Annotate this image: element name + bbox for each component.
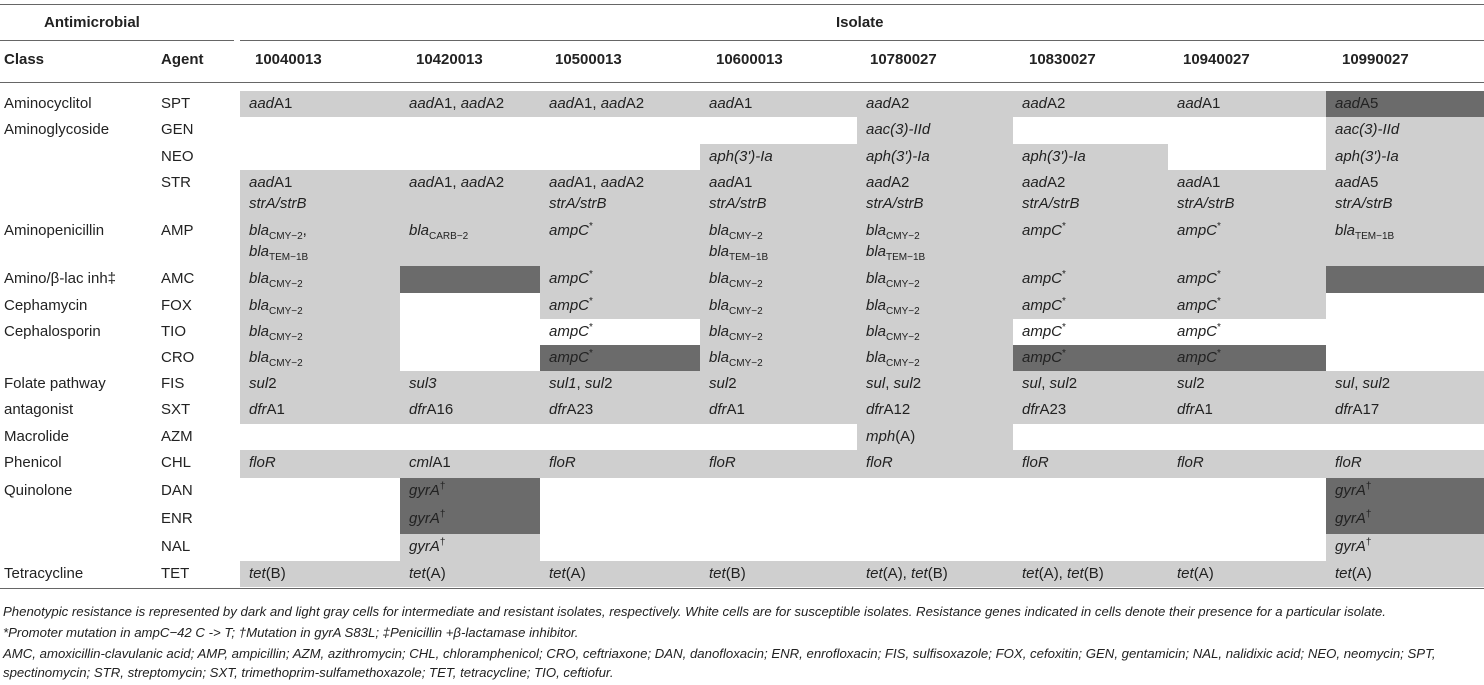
table-cell — [1013, 218, 1168, 266]
col-header-isolate: 10830027 — [1029, 51, 1096, 68]
cell-gene-text: dfrA12 — [866, 401, 911, 418]
cell-gene-text: aac(3)-IId — [866, 121, 931, 138]
table-cell — [540, 266, 700, 293]
cell-gene-text: strA/strB — [249, 195, 307, 212]
table-cell — [857, 561, 1013, 587]
table-cell — [1013, 266, 1168, 293]
cell-gene-text: dfrA1 — [249, 401, 285, 418]
cell-gene-text: aph(3')-Ia — [866, 148, 930, 165]
table-cell — [1013, 534, 1168, 561]
table-cell — [1326, 424, 1484, 450]
table-cell — [1326, 91, 1484, 117]
cell-gene-text: strA/strB — [1177, 195, 1235, 212]
table-cell — [700, 371, 857, 397]
table-cell — [540, 371, 700, 397]
table-cell — [700, 117, 857, 144]
cell-gene-text: bla$_{CMY-2}$ — [709, 349, 763, 369]
cell-gene-text: sul2 — [249, 375, 277, 392]
table-cell — [1168, 218, 1326, 266]
table-cell — [240, 345, 400, 371]
cell-gene-text: ampC* — [1022, 348, 1066, 366]
table-cell — [700, 319, 857, 345]
row-agent-label: TET — [161, 565, 190, 582]
cell-gene-text: floR — [549, 454, 576, 471]
cell-gene-text: aadA2 — [1022, 174, 1066, 191]
cell-gene-text: dfrA16 — [409, 401, 454, 418]
cell-gene-text: aph(3')-Ia — [709, 148, 773, 165]
table-cell — [1013, 345, 1168, 371]
cell-gene-text: bla$_{TEM-1B}$ — [866, 243, 926, 263]
cell-gene-text: strA/strB — [866, 195, 924, 212]
col-header-class: Class — [4, 51, 45, 68]
cell-gene-text: gyrA† — [409, 481, 446, 499]
cell-gene-text: gyrA† — [1335, 537, 1372, 555]
cell-gene-text: strA/strB — [549, 195, 607, 212]
row-agent-label: ENR — [161, 510, 193, 527]
table-cell — [240, 534, 400, 561]
cell-gene-text: tet(B) — [709, 565, 746, 582]
table-cell — [400, 319, 540, 345]
row-class-label: Aminoglycoside — [4, 121, 110, 138]
table-cell — [540, 424, 700, 450]
table-cell — [400, 478, 540, 506]
row-agent-label: NAL — [161, 538, 191, 555]
table-cell — [400, 293, 540, 319]
row-agent-label: NEO — [161, 148, 194, 165]
cell-gene-text: dfrA1 — [1177, 401, 1213, 418]
table-cell — [857, 345, 1013, 371]
header-rule-right — [240, 40, 1484, 41]
table-cell — [400, 144, 540, 170]
table-cell — [700, 293, 857, 319]
cell-gene-text: aadA1 — [1177, 174, 1221, 191]
cell-gene-text: tet(A) — [409, 565, 446, 582]
header-rule-left — [0, 40, 234, 41]
table-cell — [700, 478, 857, 506]
table-cell — [400, 561, 540, 587]
cell-gene-text: aadA2 — [866, 95, 910, 112]
table-cell — [1168, 424, 1326, 450]
row-agent-label: SPT — [161, 95, 191, 112]
row-class-label: Amino/β-lac inh‡ — [4, 270, 117, 287]
table-cell — [857, 478, 1013, 506]
col-header-isolate: 10940027 — [1183, 51, 1250, 68]
table-cell — [1013, 170, 1168, 218]
col-header-isolate: 10600013 — [716, 51, 783, 68]
table-cell — [1013, 506, 1168, 534]
table-cell — [857, 534, 1013, 561]
table-cell — [857, 424, 1013, 450]
table-cell — [1168, 450, 1326, 478]
row-agent-label: FIS — [161, 375, 185, 392]
table-cell — [700, 397, 857, 424]
row-agent-label: DAN — [161, 482, 193, 499]
table-cell — [240, 371, 400, 397]
cell-gene-text: ampC* — [549, 269, 593, 287]
table-cell — [400, 218, 540, 266]
table-cell — [240, 561, 400, 587]
cell-gene-text: aadA1, aadA2 — [409, 95, 505, 112]
table-cell — [1326, 506, 1484, 534]
cell-gene-text: aadA1 — [709, 95, 753, 112]
cell-gene-text: floR — [1335, 454, 1362, 471]
cell-gene-text: ampC* — [1022, 322, 1066, 340]
row-class-label: Folate pathway — [4, 375, 106, 392]
cell-gene-text: bla$_{CARB-2}$ — [409, 222, 469, 242]
col-header-agent: Agent — [161, 51, 204, 68]
table-cell — [857, 397, 1013, 424]
table-cell — [1013, 319, 1168, 345]
table-cell — [540, 450, 700, 478]
row-class-label: Cephamycin — [4, 297, 88, 314]
row-class-label: antagonist — [4, 401, 74, 418]
table-cell — [240, 266, 400, 293]
cell-gene-text: floR — [1022, 454, 1049, 471]
cell-gene-text: dfrA23 — [1022, 401, 1067, 418]
table-cell — [1168, 478, 1326, 506]
table-cell — [540, 345, 700, 371]
table-cell — [1013, 478, 1168, 506]
cell-gene-text: dfrA23 — [549, 401, 594, 418]
table-cell — [540, 170, 700, 218]
row-agent-label: STR — [161, 174, 191, 191]
table-cell — [700, 144, 857, 170]
table-cell — [857, 506, 1013, 534]
table-cell — [1326, 534, 1484, 561]
table-cell — [1168, 561, 1326, 587]
table-cell — [400, 266, 540, 293]
cell-gene-text: bla$_{TEM-1B}$ — [249, 243, 309, 263]
cell-gene-text: bla$_{CMY-2}$ — [709, 297, 763, 317]
cell-gene-text: bla$_{CMY-2}$ — [249, 349, 303, 369]
row-class-label: Aminopenicillin — [4, 222, 105, 239]
table-cell — [1013, 117, 1168, 144]
table-cell — [540, 117, 700, 144]
cell-gene-text: bla$_{CMY-2}$, — [249, 222, 307, 242]
cell-gene-text: floR — [1177, 454, 1204, 471]
table-cell — [540, 218, 700, 266]
table-cell — [857, 91, 1013, 117]
table-cell — [240, 506, 400, 534]
table-cell — [1013, 561, 1168, 587]
cell-gene-text: sul2 — [709, 375, 737, 392]
cell-gene-text: sul, sul2 — [1335, 375, 1391, 392]
row-agent-label: SXT — [161, 401, 191, 418]
table-cell — [540, 561, 700, 587]
table-cell — [1168, 266, 1326, 293]
table-cell — [400, 170, 540, 218]
table-cell — [1326, 117, 1484, 144]
cell-gene-text: bla$_{CMY-2}$ — [249, 270, 303, 290]
cell-gene-text: tet(A), tet(B) — [866, 565, 948, 582]
row-class-label: Phenicol — [4, 454, 62, 471]
col-header-isolate: 10040013 — [255, 51, 322, 68]
cell-gene-text: gyrA† — [1335, 481, 1372, 499]
table-cell — [540, 91, 700, 117]
table-cell — [1168, 506, 1326, 534]
table-cell — [700, 91, 857, 117]
table-cell — [700, 450, 857, 478]
table-cell — [400, 397, 540, 424]
cell-gene-text: bla$_{CMY-2}$ — [249, 297, 303, 317]
table-cell — [240, 91, 400, 117]
cell-gene-text: aadA5 — [1335, 174, 1379, 191]
cell-gene-text: dfrA17 — [1335, 401, 1380, 418]
cell-gene-text: gyrA† — [409, 537, 446, 555]
table-cell — [1168, 293, 1326, 319]
column-header-rule — [0, 82, 1484, 83]
table-cell — [1326, 144, 1484, 170]
cell-gene-text: sul2 — [1177, 375, 1205, 392]
row-agent-label: TIO — [161, 323, 186, 340]
table-cell — [400, 371, 540, 397]
table-cell — [857, 144, 1013, 170]
cell-gene-text: bla$_{CMY-2}$ — [866, 349, 920, 369]
table-cell — [240, 424, 400, 450]
cell-gene-text: ampC* — [1177, 348, 1221, 366]
table-cell — [1013, 397, 1168, 424]
table-cell — [400, 117, 540, 144]
table-cell — [700, 266, 857, 293]
table-cell — [540, 478, 700, 506]
table-cell — [1326, 371, 1484, 397]
cell-gene-text: bla$_{CMY-2}$ — [249, 323, 303, 343]
cell-gene-text: floR — [249, 454, 276, 471]
table-cell — [240, 478, 400, 506]
table-cell — [1326, 293, 1484, 319]
cell-gene-text: tet(A) — [1335, 565, 1372, 582]
table-cell — [240, 293, 400, 319]
row-class-label: Macrolide — [4, 428, 70, 445]
row-agent-label: CHL — [161, 454, 192, 471]
cell-gene-text: tet(B) — [249, 565, 286, 582]
cell-gene-text: bla$_{CMY-2}$ — [709, 222, 763, 242]
table-cell — [1013, 91, 1168, 117]
cell-gene-text: aac(3)-IId — [1335, 121, 1400, 138]
cell-gene-text: sul, sul2 — [1022, 375, 1078, 392]
table-cell — [400, 345, 540, 371]
cell-gene-text: ampC* — [1022, 221, 1066, 239]
table-cell — [857, 450, 1013, 478]
cell-gene-text: gyrA† — [1335, 509, 1372, 527]
table-cell — [1168, 117, 1326, 144]
cell-gene-text: aadA1 — [1177, 95, 1221, 112]
cell-gene-text: ampC* — [1022, 296, 1066, 314]
cell-gene-text: ampC* — [549, 348, 593, 366]
table-cell — [400, 450, 540, 478]
row-class-label: Aminocyclitol — [4, 95, 92, 112]
cell-gene-text: bla$_{CMY-2}$ — [709, 270, 763, 290]
cell-gene-text: floR — [709, 454, 736, 471]
table-cell — [1013, 293, 1168, 319]
table-cell — [1326, 450, 1484, 478]
cell-gene-text: aadA2 — [866, 174, 910, 191]
table-cell — [700, 424, 857, 450]
row-agent-label: AZM — [161, 428, 193, 445]
table-cell — [700, 561, 857, 587]
cell-gene-text: strA/strB — [1022, 195, 1080, 212]
table-cell — [240, 144, 400, 170]
table-cell — [700, 345, 857, 371]
cell-gene-text: gyrA† — [409, 509, 446, 527]
bottom-rule — [0, 588, 1484, 589]
table-cell — [240, 170, 400, 218]
cell-gene-text: aadA1 — [249, 95, 293, 112]
cell-gene-text: tet(A) — [549, 565, 586, 582]
col-header-isolate: 10780027 — [870, 51, 937, 68]
cell-gene-text: sul, sul2 — [866, 375, 922, 392]
cell-gene-text: aadA1 — [249, 174, 293, 191]
table-cell — [240, 450, 400, 478]
cell-gene-text: aph(3')-Ia — [1335, 148, 1399, 165]
cell-gene-text: ampC* — [1177, 221, 1221, 239]
cell-gene-text: aadA1, aadA2 — [549, 95, 645, 112]
table-cell — [1326, 397, 1484, 424]
cell-gene-text: aadA2 — [1022, 95, 1066, 112]
cell-gene-text: ampC* — [549, 296, 593, 314]
cell-gene-text: strA/strB — [1335, 195, 1393, 212]
row-class-label: Tetracycline — [4, 565, 84, 582]
footnote-abbreviations: AMC, amoxicillin-clavulanic acid; AMP, ampicillin; AZM, azithromycin; CHL, chloramphenicol; CRO, ceftriaxone; DAN, danofloxacin; ENR, enrofloxacin; FIS, sulfisoxazole; FOX, cefoxitin; GEN, gentamicin; NAL, nalidixic acid; NEO, neomycin; SPT, spectinomycin; STR, streptomycin; SXT, trimethoprim-sulfamethoxazole; TET, tetracycline; TIO, ceftiofur. — [3, 646, 1436, 680]
table-cell — [700, 534, 857, 561]
table-cell — [1326, 266, 1484, 293]
table-cell — [240, 117, 400, 144]
table-cell — [1168, 371, 1326, 397]
cell-gene-text: tet(A), tet(B) — [1022, 565, 1104, 582]
row-agent-label: CRO — [161, 349, 195, 366]
table-cell — [857, 293, 1013, 319]
table-cell — [400, 424, 540, 450]
cell-gene-text: aadA1, aadA2 — [549, 174, 645, 191]
row-class-label: Quinolone — [4, 482, 73, 499]
cell-gene-text: bla$_{CMY-2}$ — [709, 323, 763, 343]
footnote-symbols-text: *Promoter mutation in ampC−42 C -> T; †Mutation in gyrA S83L; ‡Penicillin +β-lactamase inhibitor. — [3, 625, 579, 640]
table-cell — [857, 218, 1013, 266]
cell-gene-text: ampC* — [1177, 296, 1221, 314]
table-cell — [240, 218, 400, 266]
table-cell — [540, 293, 700, 319]
cell-gene-text: bla$_{TEM-1B}$ — [709, 243, 769, 263]
table-cell — [540, 534, 700, 561]
cell-gene-text: ampC* — [549, 322, 593, 340]
footnote-symbols — [3, 624, 1481, 643]
table-cell — [1013, 424, 1168, 450]
cell-gene-text: ampC* — [1177, 322, 1221, 340]
row-agent-label: FOX — [161, 297, 192, 314]
header-antimicrobial: Antimicrobial — [44, 14, 140, 31]
cell-gene-text: aph(3')-Ia — [1022, 148, 1086, 165]
cell-gene-text: ampC* — [549, 221, 593, 239]
table-cell — [1326, 561, 1484, 587]
cell-gene-text: sul1, sul2 — [549, 375, 613, 392]
table-cell — [1013, 450, 1168, 478]
table-cell — [540, 319, 700, 345]
cell-gene-text: tet(A) — [1177, 565, 1214, 582]
table-cell — [540, 397, 700, 424]
row-agent-label: AMP — [161, 222, 194, 239]
col-header-isolate: 10990027 — [1342, 51, 1409, 68]
cell-gene-text: mph(A) — [866, 428, 916, 445]
cell-gene-text: aadA1, aadA2 — [409, 174, 505, 191]
table-cell — [1326, 478, 1484, 506]
cell-gene-text: aadA1 — [709, 174, 753, 191]
table-cell — [857, 170, 1013, 218]
table-cell — [400, 534, 540, 561]
table-cell — [400, 506, 540, 534]
footnote-legend: Phenotypic resistance is represented by dark and light gray cells for intermediate and resistant isolates, respectively. White cells are for susceptible isolates. Resistance genes indicated in cells denote their presence for a particular isolate. — [3, 604, 1386, 619]
table-cell — [400, 91, 540, 117]
table-cell — [240, 397, 400, 424]
cell-gene-text: ampC* — [1177, 269, 1221, 287]
table-cell — [857, 266, 1013, 293]
cell-gene-text: sul3 — [409, 375, 437, 392]
top-rule — [0, 4, 1484, 5]
table-cell — [540, 144, 700, 170]
table-cell — [1326, 319, 1484, 345]
table-cell — [1168, 144, 1326, 170]
table-cell — [857, 117, 1013, 144]
table-cell — [1168, 91, 1326, 117]
cell-gene-text: strA/strB — [709, 195, 767, 212]
table-cell — [540, 506, 700, 534]
table-cell — [240, 319, 400, 345]
cell-gene-text: dfrA1 — [709, 401, 745, 418]
cell-gene-text: bla$_{CMY-2}$ — [866, 222, 920, 242]
table-cell — [1013, 371, 1168, 397]
table-cell — [700, 170, 857, 218]
table-cell — [1168, 319, 1326, 345]
col-header-isolate: 10420013 — [416, 51, 483, 68]
cell-gene-text: bla$_{CMY-2}$ — [866, 297, 920, 317]
row-class-label: Cephalosporin — [4, 323, 101, 340]
table-cell — [1326, 170, 1484, 218]
cell-gene-text: aadA5 — [1335, 95, 1379, 112]
table-cell — [1013, 144, 1168, 170]
table-cell — [1168, 345, 1326, 371]
table-cell — [857, 371, 1013, 397]
table-cell — [857, 319, 1013, 345]
table-cell — [1326, 218, 1484, 266]
cell-gene-text: ampC* — [1022, 269, 1066, 287]
cell-gene-text: bla$_{TEM-1B}$ — [1335, 222, 1395, 242]
table-cell — [1168, 397, 1326, 424]
row-agent-label: AMC — [161, 270, 195, 287]
cell-gene-text: floR — [866, 454, 893, 471]
header-isolate: Isolate — [836, 14, 884, 31]
col-header-isolate: 10500013 — [555, 51, 622, 68]
table-cell — [1168, 170, 1326, 218]
cell-gene-text: bla$_{CMY-2}$ — [866, 323, 920, 343]
cell-gene-text: bla$_{CMY-2}$ — [866, 270, 920, 290]
table-cell — [1168, 534, 1326, 561]
table-cell — [700, 506, 857, 534]
table-cell — [700, 218, 857, 266]
table-cell — [1326, 345, 1484, 371]
cell-gene-text: cmlA1 — [409, 454, 451, 471]
row-agent-label: GEN — [161, 121, 194, 138]
